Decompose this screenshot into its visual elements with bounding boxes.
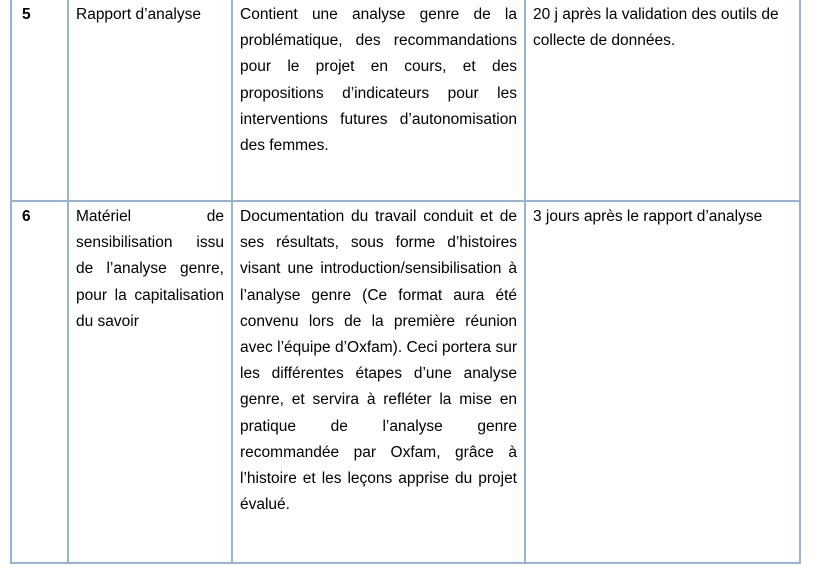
table-row bbox=[11, 201, 800, 563]
deliverable-name: Rapport d’analyse bbox=[68, 0, 232, 201]
row-number: 6 bbox=[11, 201, 68, 563]
deliverable-description: Contient une analyse genre de la problématique, des recommandations pour le projet en cours, et des propositions d’indicateurs pour les interventions futures d’autonomisation des femmes. bbox=[232, 0, 525, 201]
deliverable-description: Documentation du travail conduit et de ses résultats, sous forme d’histoires visant une introduction/sensibilisation à l’analyse genre (Ce format aura été convenu lors de la première réunion avec l’équipe d’Oxfam). Ceci portera sur les différentes étapes d’une analyse genre, et servira à refléter la mise en pratique de l’analyse genre recommandée par Oxfam, grâce à l’histoire et les leçons apprise du projet évalué. bbox=[232, 201, 525, 563]
deliverables-table bbox=[10, 0, 801, 564]
row-number: 5 bbox=[11, 0, 68, 201]
deliverable-deadline: 20 j après la validation des outils de collecte de données. bbox=[525, 0, 800, 201]
table-row bbox=[11, 0, 800, 201]
deliverable-deadline: 3 jours après le rapport d’analyse bbox=[525, 201, 800, 563]
deliverable-name: Matériel de sensibilisation issu de l’analyse genre, pour la capitalisation du savoir bbox=[68, 201, 232, 563]
